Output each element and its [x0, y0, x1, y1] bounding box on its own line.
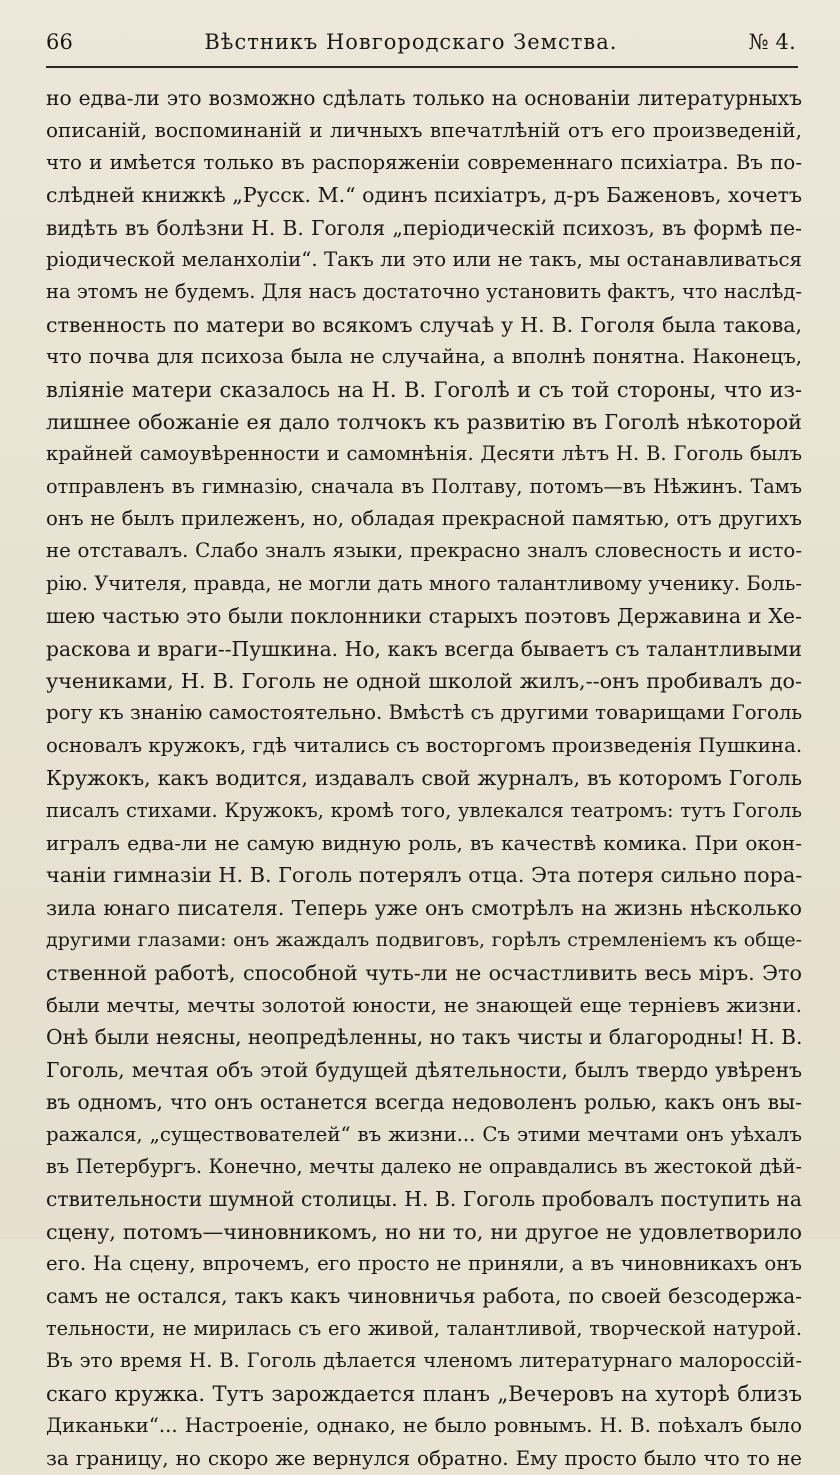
text-line: крайней самоувѣренности и самомнѣнія. Десяти лѣтъ Н. В. Гоголь былъ [46, 442, 802, 466]
text-line: другими глазами: онъ жаждалъ подвиговъ, горѣлъ стремленіемъ къ обще- [46, 929, 802, 952]
text-line: писалъ стихами. Кружокъ, кромѣ того, увлекался театромъ: тутъ Гоголь [46, 798, 802, 822]
text-line: были мечты, мечты золотой юности, не знающей еще терніевъ жизни. [46, 992, 802, 1017]
text-line: игралъ едва-ли не самую видную роль, въ качествѣ комика. При окон- [46, 830, 802, 855]
text-line: онъ не былъ прилеженъ, но, обладая прекрасной памятью, отъ другихъ [46, 507, 802, 531]
text-line: Въ это время Н. В. Гоголь дѣлается членомъ литературнаго малороссій- [46, 1349, 802, 1373]
issue-number: № 4. [748, 30, 796, 54]
text-line: не отставалъ. Слабо зналъ языки, прекрасно зналъ словесность и исто- [46, 539, 802, 563]
text-line: но едва-ли это возможно сдѣлать только на основаніи литературныхъ [46, 86, 802, 110]
text-line: сцену, потомъ—чиновникомъ, но ни то, ни другое не удовлетворило [46, 1219, 802, 1244]
text-line: что почва для психоза была не случайна, а вполнѣ понятна. Наконецъ, [46, 345, 802, 369]
text-line: въ Петербургъ. Конечно, мечты далеко не оправдались въ жестокой дѣй- [46, 1154, 802, 1178]
text-line: Диканьки“... Настроеніе, однако, не было ровнымъ. Н. В. поѣхалъ было [46, 1414, 802, 1438]
text-line: видѣть въ болѣзни Н. В. Гоголя „періодическій психозъ, въ формѣ пе- [46, 215, 802, 240]
text-line: зила юнаго писателя. Теперь уже онъ смотрѣлъ на жизнь нѣсколько [46, 895, 802, 920]
text-line: Кружокъ, какъ водится, издавалъ свой журналъ, въ которомъ Гоголь [46, 766, 802, 791]
page-header [46, 30, 796, 60]
text-line: вліяніе матери сказалось на Н. В. Гоголѣ и съ той стороны, что из- [46, 377, 802, 402]
text-line: лишнее обожаніе ея дало толчокъ къ развитію въ Гоголѣ нѣкоторой [46, 409, 802, 434]
text-line: раскова и враги--Пушкина. Но, какъ всегда бываетъ съ талантливыми [46, 636, 802, 661]
text-line: ражался, „существователей“ въ жизни... Съ этими мечтами онъ уѣхалъ [46, 1122, 802, 1146]
page-number: 66 [46, 30, 74, 54]
text-line: самъ не остался, такъ какъ чиновничья работа, по своей безсодержа- [46, 1284, 802, 1309]
text-line: ственность по матери во всякомъ случаѣ у Н. В. Гоголя была такова, [46, 312, 802, 337]
body-text [46, 82, 802, 1475]
text-line: учениками, Н. В. Гоголь не одной школой жилъ,--онъ пробивалъ до- [46, 669, 802, 694]
text-line: его. На сцену, впрочемъ, его просто не приняли, а въ чиновникахъ онъ [46, 1252, 802, 1276]
running-title: Вѣстникъ Новгородскаго Земства. [204, 30, 618, 54]
text-line: за границу, но скоро же вернулся обратно. Ему просто было что то не [46, 1446, 802, 1471]
text-line: въ одномъ, что онъ останется всегда недоволенъ ролью, какъ онъ вы- [46, 1090, 802, 1115]
text-line: что и имѣется только въ распоряженіи современнаго психіатра. Въ по- [46, 150, 802, 174]
text-line: рогу къ знанію самостоятельно. Вмѣстѣ съ другими товарищами Гоголь [46, 701, 802, 725]
text-line: слѣдней книжкѣ „Русск. М.“ одинъ психіатръ, д-ръ Баженовъ, хочетъ [46, 183, 802, 208]
text-line: ственной работѣ, способной чуть-ли не осчастливить весь міръ. Это [46, 960, 802, 985]
text-line: тельности, не мирилась съ его живой, талантливой, творческой натурой. [46, 1316, 802, 1340]
text-line: Гоголь, мечтая объ этой будущей дѣятельности, былъ твердо увѣренъ [46, 1057, 802, 1082]
text-line: описаній, воспоминаній и личныхъ впечатлѣній отъ его произведеній, [46, 118, 802, 143]
text-line: отправленъ въ гимназію, сначала въ Полтаву, потомъ—въ Нѣжинъ. Тамъ [46, 474, 802, 498]
text-line: шею частью это были поклонники старыхъ поэтовъ Державина и Хе- [46, 604, 802, 629]
text-line: на этомъ не будемъ. Для насъ достаточно установить фактъ, что наслѣд- [46, 280, 802, 304]
header-rule [46, 66, 798, 68]
text-line: Онѣ были неясны, неопредѣленны, но такъ чисты и благородны! Н. В. [46, 1025, 802, 1050]
text-line: рію. Учителя, правда, не могли дать много талантливому ученику. Боль- [46, 571, 802, 595]
text-line: основалъ кружокъ, гдѣ читались съ восторгомъ произведенія Пушкина. [46, 733, 802, 757]
text-line: скаго кружка. Тутъ зарождается планъ „Вечеровъ на хуторѣ близъ [46, 1381, 802, 1406]
text-line: ріодической меланхоліи“. Такъ ли это или не такъ, мы останавливаться [46, 247, 802, 271]
text-line: ствительности шумной столицы. Н. В. Гоголь пробовалъ поступить на [46, 1187, 802, 1212]
text-line: чаніи гимназіи Н. В. Гоголь потерялъ отца. Эта потеря сильно пора- [46, 863, 802, 888]
